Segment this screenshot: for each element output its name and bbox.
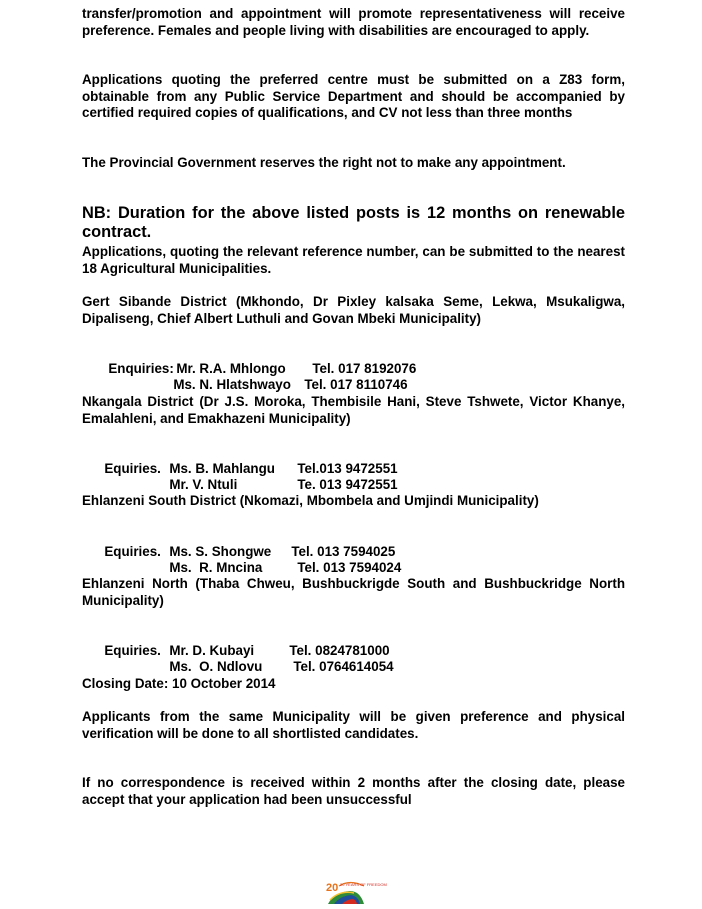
paragraph-z83-application: Applications quoting the preferred centre must be submitted on a Z83 form, obtainable from any Public Service Department and should be accompanied by certified required copies of qualifications, and CV not less than three months bbox=[82, 72, 625, 120]
contact-tel: Tel. 017 8110746 bbox=[304, 377, 408, 392]
enquiries-nkangala bbox=[82, 444, 625, 492]
enquiry-row bbox=[82, 626, 625, 658]
contact-tel: Tel. 0824781000 bbox=[289, 642, 390, 658]
district-nkangala: Nkangala District (Dr J.S. Moroka, Thembisile Hani, Steve Tshwete, Victor Khanye, Emalahleni, and Emakhazeni Municipality) bbox=[82, 394, 625, 426]
enquiry-label: Enquiries: bbox=[108, 360, 174, 376]
district-ehlanzeni-north: Ehlanzeni North (Thaba Chweu, Bushbuckrigde South and Bushbuckridge North Municipality) bbox=[82, 576, 625, 608]
enquiries-ehlanzeni-south bbox=[82, 527, 625, 575]
contact-name: Ms. O. Ndlovu bbox=[169, 659, 263, 674]
contact-name: Mr. D. Kubayi bbox=[169, 642, 255, 658]
paragraph-preference: Applicants from the same Municipality will be given preference and physical verification will be done to all shortlisted candidates. bbox=[82, 709, 625, 741]
paragraph-representativeness: transfer/promotion and appointment will promote representativeness will receive preference. Females and people living with disabilities are encouraged to apply. bbox=[82, 6, 625, 38]
contact-tel: Tel. 013 7594024 bbox=[297, 560, 402, 575]
district-ehlanzeni-south: Ehlanzeni South District (Nkomazi, Mbombela and Umjindi Municipality) bbox=[82, 493, 539, 508]
contact-tel: Tel. 0764614054 bbox=[293, 659, 394, 674]
enquiry-label: Equiries. bbox=[104, 642, 161, 658]
enquiry-row bbox=[82, 444, 625, 476]
nb-duration-notice: NB: Duration for the above listed posts is 12 months on renewable contract. bbox=[82, 204, 625, 242]
paragraph-reference-number: Applications, quoting the relevant reference number, can be submitted to the nearest 18 Agricultural Municipalities. bbox=[82, 244, 625, 276]
contact-name: Mr. V. Ntuli bbox=[169, 477, 238, 492]
contact-tel: Te. 013 9472551 bbox=[297, 477, 398, 492]
enquiries-ehlanzeni-north bbox=[82, 626, 625, 674]
enquiry-label: Equiries. bbox=[104, 543, 161, 559]
contact-name: Ms. N. Hlatshwayo bbox=[173, 377, 291, 392]
closing-date: Closing Date: 10 October 2014 bbox=[82, 676, 276, 691]
contact-name: Ms. S. Shongwe bbox=[169, 543, 272, 559]
contact-tel: Tel. 017 8192076 bbox=[312, 360, 417, 376]
logo-text: 20 YEARS OF FREEDOM bbox=[340, 882, 387, 887]
freedom-logo-icon bbox=[320, 878, 387, 904]
enquiry-row bbox=[82, 527, 625, 559]
paragraph-unsuccessful: If no correspondence is received within 2 months after the closing date, please accept that your application had been unsuccessful bbox=[82, 775, 625, 807]
district-gert-sibande: Gert Sibande District (Mkhondo, Dr Pixley kalsaka Seme, Lekwa, Msukaligwa, Dipaliseng, Chief Albert Luthuli and Govan Mbeki Municipality) bbox=[82, 294, 625, 326]
twenty-years-of-freedom-logo bbox=[320, 878, 387, 904]
paragraph-reserves-right: The Provincial Government reserves the right not to make any appointment. bbox=[82, 155, 566, 170]
svg-text:20: 20 bbox=[326, 882, 339, 894]
contact-name: Ms. R. Mncina bbox=[169, 560, 263, 575]
enquiry-label: Equiries. bbox=[104, 460, 161, 476]
contact-name: Ms. B. Mahlangu bbox=[169, 460, 275, 476]
contact-tel: Tel.013 9472551 bbox=[297, 460, 398, 476]
contact-tel: Tel. 013 7594025 bbox=[291, 543, 396, 559]
enquiries-gert-sibande bbox=[82, 344, 625, 392]
contact-name: Mr. R.A. Mhlongo bbox=[176, 360, 286, 376]
enquiry-row bbox=[82, 344, 625, 376]
